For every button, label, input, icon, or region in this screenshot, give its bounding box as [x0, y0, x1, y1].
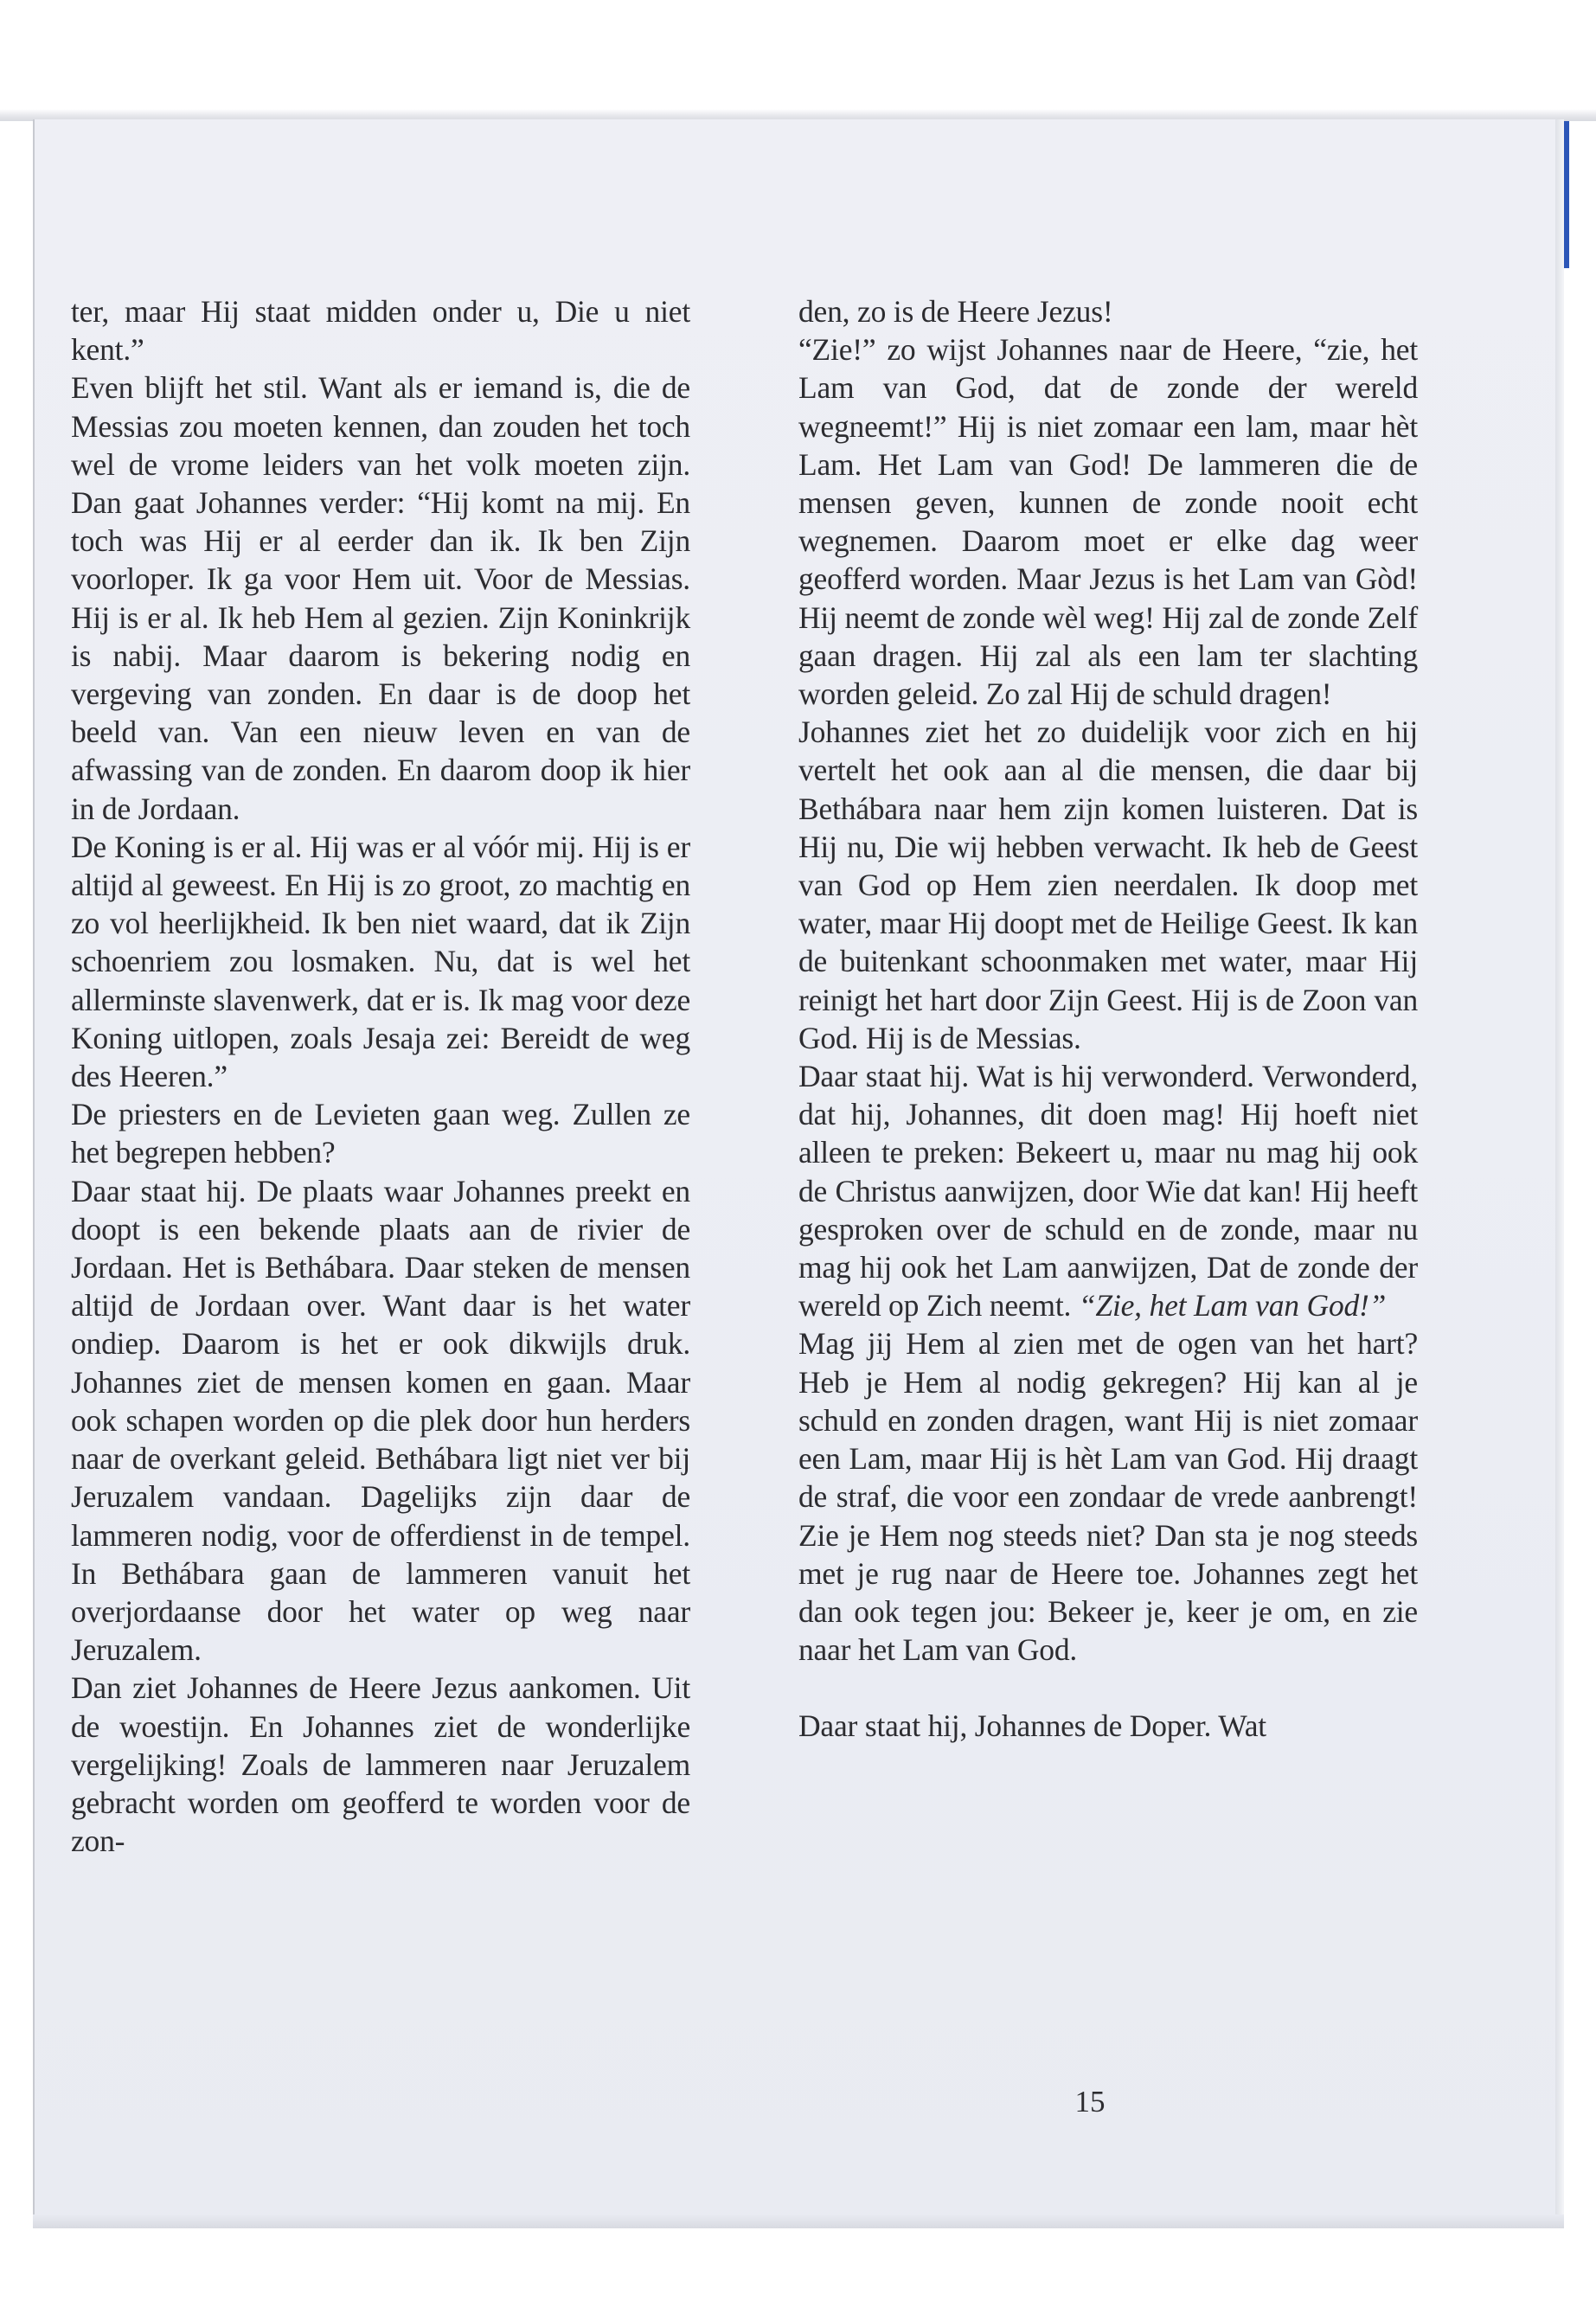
scan-bottom-edge: [33, 2214, 1564, 2228]
paragraph: Even blijft het stil. Want als er iemand is, die de Messias zou moeten kennen, dan zouden het toch wel de vrome leiders van het volk moeten zijn. Dan gaat Johannes verder: “Hij komt na mij. En toch was Hij er al eerder dan ik. Ik ben Zijn voorloper. Ik ga voor Hem uit. Voor de Messias. Hij is er al. Ik heb Hem al gezien. Zijn Koninkrijk is nabij. Maar daarom is bekering nodig en vergeving van zonden. En daar is de doop het beeld van. Van een nieuw leven en van de afwassing van de zonden. En daarom doop ik hier in de Jordaan.: [71, 370, 690, 826]
paragraph: [798, 713, 1418, 1057]
page-number: 15: [1074, 2085, 1106, 2118]
paragraph: den, zo is de Heere Jezus!: [798, 294, 1113, 329]
paragraph: De priesters en de Levieten gaan weg. Zullen ze het begrepen hebben?: [71, 1097, 690, 1170]
paragraph-text: Daar staat hij. Wat is hij verwonderd. Verwonderd, dat hij, Johannes, dit doen mag! Hij hoeft niet alleen te preken: Bekeert u, maar nu mag hij ook de Christus aanwijzen, door Wie dat kan! Hij heeft gesproken over de schuld en de zonde, maar nu mag hij ook het Lam aanwijzen, Dat de zonde der wereld op Zich neemt.: [798, 1059, 1418, 1324]
paragraph: Mag jij Hem al zien met de ogen van het hart? Heb je Hem al nodig gekregen? Hij kan al je schuld en zonden dragen, want Hij is niet zomaar een Lam, maar Hij is hèt Lam van God. Hij draagt de straf, die voor een zondaar de vrede aanbrengt! Zie je Hem nog steeds niet? Dan sta je nog steeds met je rug naar de Heere toe. Johannes zegt het dan ook tegen jou: Bekeer je, keer je om, en zie naar het Lam van God.: [798, 1326, 1418, 1668]
paragraph: De Koning is er al. Hij was er al vóór mij. Hij is er altijd al geweest. En Hij is zo groot, zo machtig en zo vol heerlijkheid. Ik ben niet waard, dat ik Zijn schoenriem zou losmaken. Nu, dat is wel het allerminste slavenwerk, dat er is. Ik mag voor deze Koning uitlopen, zoals Jesaja zei: Bereidt de weg des Heeren.”: [71, 829, 690, 1094]
paragraph: ter, maar Hij staat midden onder u, Die u niet kent.”: [71, 294, 690, 368]
paragraph: Dan ziet Johannes de Heere Jezus aankomen. Uit de woestijn. En Johannes ziet de wonderlijke vergelijking! Zoals de lammeren naar Jeruzalem gebracht worden om geofferd te worden voor de zon-: [71, 1670, 690, 1859]
paragraph-text: Johannes ziet het zo duidelijk voor zich en hij vertelt het ook aan al die mensen, die daar bij Bethábara naar hem zijn komen luisteren. Dat is Hij nu, Die wij hebben verwacht. Ik heb de Geest van God op Hem zien neerdalen. Ik doop met water, maar Hij doopt met de Heilige Geest. Ik kan de buitenkant schoonmaken met water, maar Hij reinigt het hart door Zijn Geest. Hij is de Zoon van God. Hij is de Messias.: [798, 715, 1418, 1055]
left-text-column: [71, 292, 690, 1860]
italic-quote: “Zie, het Lam van God!”: [1078, 1288, 1387, 1324]
paragraph: [798, 1057, 1418, 1324]
paragraph: Daar staat hij. De plaats waar Johannes preekt en doopt is een bekende plaats aan de rivier de Jordaan. Het is Bethábara. Daar steken de mensen altijd de Jordaan over. Want daar is het water ondiep. Daarom is het er ook dikwijls druk. Johannes ziet de mensen komen en gaan. Maar ook schapen worden op die plek door hun herders naar de overkant geleid. Bethábara ligt niet ver bij Jeruzalem vandaan. Dagelijks zijn daar de lammeren nodig, voor de offerdienst in de tempel. In Bethábara gaan de lammeren vanuit het overjordaanse door het water op weg naar Jeruzalem.: [71, 1173, 690, 1668]
right-text-column: [798, 292, 1418, 1746]
scan-right-edge: [1555, 119, 1564, 2221]
paragraph: “Zie!” zo wijst Johannes naar de Heere, “zie, het Lam van God, dat de zonde der wereld wegneemt!” Hij is niet zomaar een lam, maar hèt Lam. Het Lam van God! De lammeren die de mensen geven, kunnen de zonde nooit echt wegnemen. Daarom moet er elke dag weer geofferd worden. Maar Jezus is het Lam van Gòd! Hij neemt de zonde wèl weg! Hij zal de zonde Zelf gaan dragen. Hij zal als een lam ter slachting worden geleid. Zo zal Hij de schuld dragen!: [798, 332, 1418, 712]
book-cover-edge: [1564, 121, 1569, 268]
paragraph: Daar staat hij, Johannes de Doper. Wat: [798, 1708, 1266, 1744]
